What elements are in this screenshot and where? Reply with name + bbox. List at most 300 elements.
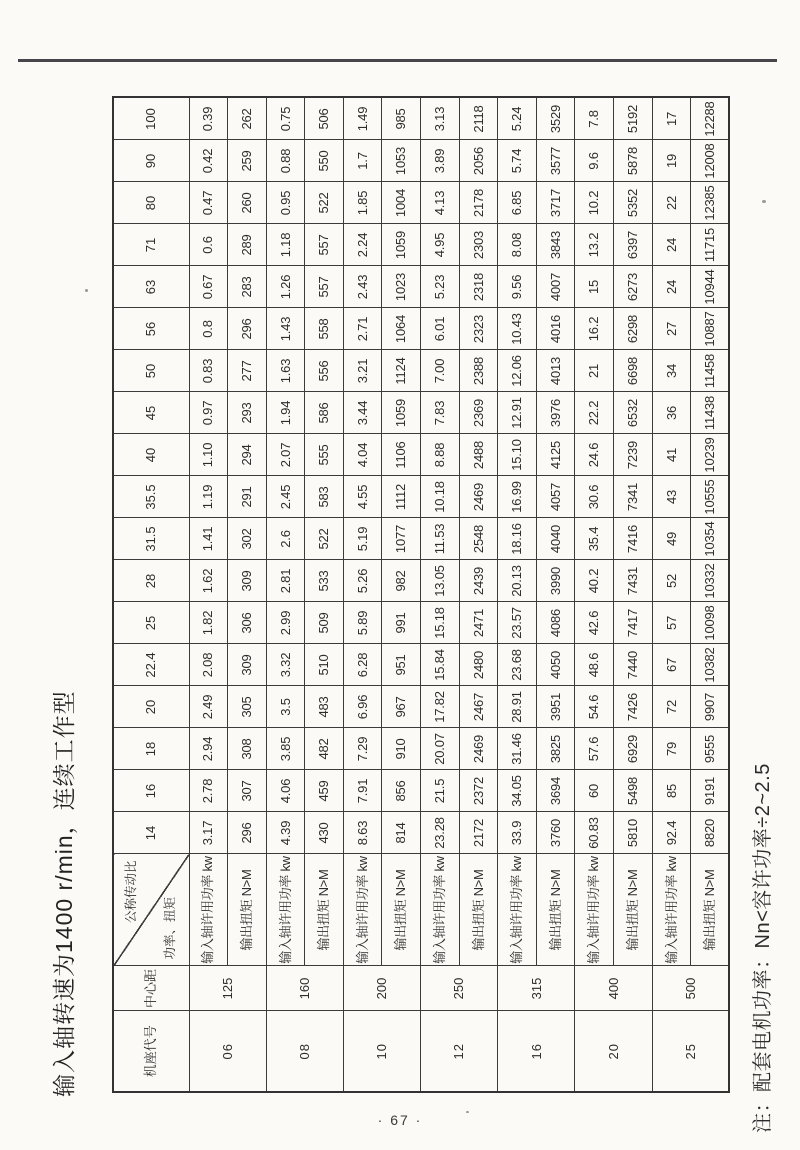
power-value-cell: 4.06 — [266, 770, 305, 812]
table-header-row — [113, 98, 189, 1093]
torque-value-cell: 6532 — [614, 392, 653, 434]
ratio-header-22.4: 22.4 — [113, 644, 189, 686]
power-value-cell: 0.97 — [189, 392, 228, 434]
ratio-header-16: 16 — [113, 770, 189, 812]
power-value-cell: 24 — [652, 266, 691, 308]
power-value-cell: 3.5 — [266, 686, 305, 728]
ratio-header-25: 25 — [113, 602, 189, 644]
torque-row-label: 输出扭矩 N>M — [382, 854, 421, 966]
torque-value-cell: 6298 — [614, 308, 653, 350]
power-value-cell: 0.8 — [189, 308, 228, 350]
power-value-cell: 5.24 — [498, 98, 537, 141]
power-value-cell: 1.26 — [266, 266, 305, 308]
power-value-cell: 17.82 — [421, 686, 460, 728]
group-06-power-row — [189, 98, 228, 1093]
power-value-cell: 2.99 — [266, 602, 305, 644]
power-value-cell: 2.81 — [266, 560, 305, 602]
ratio-header-100: 100 — [113, 98, 189, 141]
torque-value-cell: 482 — [305, 728, 344, 770]
torque-value-cell: 6698 — [614, 350, 653, 392]
power-value-cell: 0.39 — [189, 98, 228, 141]
power-value-cell: 2.71 — [343, 308, 382, 350]
power-value-cell: 2.49 — [189, 686, 228, 728]
power-value-cell: 2.94 — [189, 728, 228, 770]
power-value-cell: 2.45 — [266, 476, 305, 518]
torque-value-cell: 510 — [305, 644, 344, 686]
power-value-cell: 57.6 — [575, 728, 614, 770]
torque-value-cell: 2471 — [459, 602, 498, 644]
power-value-cell: 6.28 — [343, 644, 382, 686]
power-value-cell: 23.28 — [421, 812, 460, 854]
ratio-header-63: 63 — [113, 266, 189, 308]
torque-value-cell: 309 — [228, 560, 267, 602]
power-value-cell: 43 — [652, 476, 691, 518]
torque-value-cell: 12385 — [691, 182, 730, 224]
group-16-torque-row — [536, 98, 575, 1093]
power-value-cell: 21 — [575, 350, 614, 392]
torque-value-cell: 12288 — [691, 98, 730, 141]
ratio-header-40: 40 — [113, 434, 189, 476]
torque-value-cell: 3951 — [536, 686, 575, 728]
power-value-cell: 4.39 — [266, 812, 305, 854]
group-10-torque-row — [382, 98, 421, 1093]
torque-value-cell: 2372 — [459, 770, 498, 812]
torque-value-cell: 4013 — [536, 350, 575, 392]
spec-table — [112, 97, 730, 1094]
torque-value-cell: 5878 — [614, 140, 653, 182]
torque-value-cell: 306 — [228, 602, 267, 644]
power-value-cell: 34.05 — [498, 770, 537, 812]
center-distance-cell: 125 — [189, 966, 266, 1011]
torque-value-cell: 522 — [305, 518, 344, 560]
torque-value-cell: 985 — [382, 98, 421, 141]
scan-speck — [762, 200, 766, 203]
power-row-label: 输入轴许用功率 kw — [343, 854, 382, 966]
power-value-cell: 0.83 — [189, 350, 228, 392]
power-value-cell: 3.85 — [266, 728, 305, 770]
torque-value-cell: 550 — [305, 140, 344, 182]
torque-value-cell: 3529 — [536, 98, 575, 141]
power-value-cell: 18.16 — [498, 518, 537, 560]
power-value-cell: 6.85 — [498, 182, 537, 224]
torque-value-cell: 1023 — [382, 266, 421, 308]
torque-value-cell: 2439 — [459, 560, 498, 602]
torque-value-cell: 307 — [228, 770, 267, 812]
torque-value-cell: 7417 — [614, 602, 653, 644]
group-25-torque-row — [691, 98, 730, 1093]
power-value-cell: 6.96 — [343, 686, 382, 728]
torque-value-cell: 556 — [305, 350, 344, 392]
torque-value-cell: 5352 — [614, 182, 653, 224]
torque-value-cell: 4050 — [536, 644, 575, 686]
power-value-cell: 40.2 — [575, 560, 614, 602]
page-number: · 67 · — [377, 1112, 423, 1128]
ratio-header-50: 50 — [113, 350, 189, 392]
torque-value-cell: 1124 — [382, 350, 421, 392]
power-value-cell: 33.9 — [498, 812, 537, 854]
power-value-cell: 7.29 — [343, 728, 382, 770]
power-row-label: 输入轴许用功率 kw — [189, 854, 228, 966]
center-distance-cell: 160 — [266, 966, 343, 1011]
power-value-cell: 10.18 — [421, 476, 460, 518]
torque-value-cell: 6929 — [614, 728, 653, 770]
torque-value-cell: 2056 — [459, 140, 498, 182]
frame-code-cell: 06 — [189, 1011, 266, 1092]
torque-value-cell: 3976 — [536, 392, 575, 434]
frame-code-cell: 10 — [343, 1011, 420, 1092]
torque-value-cell: 5810 — [614, 812, 653, 854]
torque-value-cell: 2172 — [459, 812, 498, 854]
center-distance-cell: 500 — [652, 966, 729, 1011]
power-value-cell: 23.68 — [498, 644, 537, 686]
torque-value-cell: 1064 — [382, 308, 421, 350]
center-distance-cell: 315 — [498, 966, 575, 1011]
power-value-cell: 13.2 — [575, 224, 614, 266]
power-value-cell: 6.01 — [421, 308, 460, 350]
torque-value-cell: 7416 — [614, 518, 653, 560]
power-value-cell: 42.6 — [575, 602, 614, 644]
power-value-cell: 2.78 — [189, 770, 228, 812]
power-value-cell: 12.91 — [498, 392, 537, 434]
power-value-cell: 9.6 — [575, 140, 614, 182]
torque-value-cell: 10382 — [691, 644, 730, 686]
torque-value-cell: 967 — [382, 686, 421, 728]
torque-value-cell: 2469 — [459, 728, 498, 770]
power-value-cell: 1.19 — [189, 476, 228, 518]
power-value-cell: 3.17 — [189, 812, 228, 854]
torque-value-cell: 3694 — [536, 770, 575, 812]
power-row-label: 输入轴许用功率 kw — [498, 854, 537, 966]
power-value-cell: 19 — [652, 140, 691, 182]
ratio-header-56: 56 — [113, 308, 189, 350]
power-value-cell: 5.74 — [498, 140, 537, 182]
torque-value-cell: 7341 — [614, 476, 653, 518]
torque-value-cell: 814 — [382, 812, 421, 854]
torque-value-cell: 262 — [228, 98, 267, 141]
power-value-cell: 31.46 — [498, 728, 537, 770]
power-value-cell: 1.62 — [189, 560, 228, 602]
torque-value-cell: 459 — [305, 770, 344, 812]
power-value-cell: 23.57 — [498, 602, 537, 644]
power-value-cell: 7.8 — [575, 98, 614, 141]
torque-value-cell: 289 — [228, 224, 267, 266]
torque-value-cell: 309 — [228, 644, 267, 686]
torque-value-cell: 10887 — [691, 308, 730, 350]
power-value-cell: 4.95 — [421, 224, 460, 266]
torque-value-cell: 430 — [305, 812, 344, 854]
torque-value-cell: 302 — [228, 518, 267, 560]
ratio-header-31.5: 31.5 — [113, 518, 189, 560]
power-value-cell: 54.6 — [575, 686, 614, 728]
torque-row-label: 输出扭矩 N>M — [459, 854, 498, 966]
torque-value-cell: 509 — [305, 602, 344, 644]
torque-value-cell: 259 — [228, 140, 267, 182]
torque-value-cell: 10098 — [691, 602, 730, 644]
power-value-cell: 13.05 — [421, 560, 460, 602]
power-value-cell: 3.32 — [266, 644, 305, 686]
power-value-cell: 48.6 — [575, 644, 614, 686]
power-value-cell: 15.84 — [421, 644, 460, 686]
power-value-cell: 0.47 — [189, 182, 228, 224]
scan-speck — [85, 289, 88, 292]
power-value-cell: 5.19 — [343, 518, 382, 560]
torque-value-cell: 3760 — [536, 812, 575, 854]
power-value-cell: 1.63 — [266, 350, 305, 392]
power-value-cell: 0.67 — [189, 266, 228, 308]
torque-row-label: 输出扭矩 N>M — [614, 854, 653, 966]
torque-value-cell: 296 — [228, 812, 267, 854]
torque-value-cell: 3825 — [536, 728, 575, 770]
power-value-cell: 2.08 — [189, 644, 228, 686]
group-10-power-row — [343, 98, 382, 1093]
torque-value-cell: 305 — [228, 686, 267, 728]
power-value-cell: 35.4 — [575, 518, 614, 560]
power-value-cell: 49 — [652, 518, 691, 560]
power-value-cell: 0.95 — [266, 182, 305, 224]
torque-row-label: 输出扭矩 N>M — [305, 854, 344, 966]
power-value-cell: 2.07 — [266, 434, 305, 476]
torque-value-cell: 2469 — [459, 476, 498, 518]
power-value-cell: 34 — [652, 350, 691, 392]
torque-value-cell: 856 — [382, 770, 421, 812]
power-value-cell: 1.49 — [343, 98, 382, 141]
power-value-cell: 1.18 — [266, 224, 305, 266]
power-row-label: 输入轴许用功率 kw — [575, 854, 614, 966]
torque-value-cell: 4057 — [536, 476, 575, 518]
torque-value-cell: 522 — [305, 182, 344, 224]
power-value-cell: 0.42 — [189, 140, 228, 182]
torque-value-cell: 2388 — [459, 350, 498, 392]
group-16-power-row — [498, 98, 537, 1093]
torque-value-cell: 586 — [305, 392, 344, 434]
torque-value-cell: 557 — [305, 224, 344, 266]
torque-value-cell: 7239 — [614, 434, 653, 476]
header-ratio-label: 公称传动比 — [124, 860, 138, 924]
ratio-header-45: 45 — [113, 392, 189, 434]
power-row-label: 输入轴许用功率 kw — [421, 854, 460, 966]
torque-value-cell: 5192 — [614, 98, 653, 141]
group-20-torque-row — [614, 98, 653, 1093]
power-value-cell: 3.21 — [343, 350, 382, 392]
torque-value-cell: 982 — [382, 560, 421, 602]
torque-value-cell: 910 — [382, 728, 421, 770]
torque-value-cell: 6397 — [614, 224, 653, 266]
ratio-header-18: 18 — [113, 728, 189, 770]
torque-value-cell: 2318 — [459, 266, 498, 308]
ratio-header-35.5: 35.5 — [113, 476, 189, 518]
ratio-header-90: 90 — [113, 140, 189, 182]
torque-value-cell: 4007 — [536, 266, 575, 308]
power-value-cell: 1.94 — [266, 392, 305, 434]
torque-value-cell: 1112 — [382, 476, 421, 518]
frame-code-cell: 20 — [575, 1011, 652, 1092]
footnote: 注：配套电机功率：Nn<容许功率÷2~2.5 — [752, 763, 774, 1133]
power-value-cell: 4.13 — [421, 182, 460, 224]
center-distance-cell: 400 — [575, 966, 652, 1011]
torque-value-cell: 951 — [382, 644, 421, 686]
torque-value-cell: 10555 — [691, 476, 730, 518]
power-value-cell: 79 — [652, 728, 691, 770]
torque-value-cell: 308 — [228, 728, 267, 770]
torque-value-cell: 9555 — [691, 728, 730, 770]
torque-value-cell: 12008 — [691, 140, 730, 182]
power-value-cell: 15.18 — [421, 602, 460, 644]
group-12-power-row — [421, 98, 460, 1093]
torque-value-cell: 4016 — [536, 308, 575, 350]
power-value-cell: 3.89 — [421, 140, 460, 182]
torque-value-cell: 7431 — [614, 560, 653, 602]
power-value-cell: 5.26 — [343, 560, 382, 602]
torque-value-cell: 583 — [305, 476, 344, 518]
header-diagonal-cell — [113, 854, 189, 966]
power-value-cell: 57 — [652, 602, 691, 644]
power-value-cell: 5.23 — [421, 266, 460, 308]
power-value-cell: 15.10 — [498, 434, 537, 476]
power-value-cell: 22 — [652, 182, 691, 224]
power-value-cell: 1.85 — [343, 182, 382, 224]
torque-row-label: 输出扭矩 N>M — [691, 854, 730, 966]
power-value-cell: 24.6 — [575, 434, 614, 476]
header-center-distance: 中心距 — [113, 966, 189, 1011]
power-value-cell: 20.07 — [421, 728, 460, 770]
power-value-cell: 2.6 — [266, 518, 305, 560]
torque-value-cell: 293 — [228, 392, 267, 434]
power-value-cell: 1.82 — [189, 602, 228, 644]
torque-value-cell: 1053 — [382, 140, 421, 182]
group-06-torque-row — [228, 98, 267, 1093]
power-value-cell: 21.5 — [421, 770, 460, 812]
ratio-header-71: 71 — [113, 224, 189, 266]
power-value-cell: 60.83 — [575, 812, 614, 854]
header-frame-code: 机座代号 — [113, 1011, 189, 1092]
power-value-cell: 10.43 — [498, 308, 537, 350]
torque-value-cell: 2178 — [459, 182, 498, 224]
header-power-torque-label: 功率、扭矩 — [163, 896, 178, 960]
torque-value-cell: 2303 — [459, 224, 498, 266]
power-value-cell: 36 — [652, 392, 691, 434]
torque-value-cell: 3990 — [536, 560, 575, 602]
torque-value-cell: 4040 — [536, 518, 575, 560]
power-value-cell: 0.88 — [266, 140, 305, 182]
torque-value-cell: 2118 — [459, 98, 498, 141]
power-value-cell: 8.08 — [498, 224, 537, 266]
frame-code-cell: 25 — [652, 1011, 729, 1092]
torque-value-cell: 260 — [228, 182, 267, 224]
torque-value-cell: 2480 — [459, 644, 498, 686]
power-value-cell: 11.53 — [421, 518, 460, 560]
torque-row-label: 输出扭矩 N>M — [536, 854, 575, 966]
power-value-cell: 2.43 — [343, 266, 382, 308]
torque-value-cell: 9191 — [691, 770, 730, 812]
power-value-cell: 30.6 — [575, 476, 614, 518]
power-value-cell: 3.44 — [343, 392, 382, 434]
power-value-cell: 4.04 — [343, 434, 382, 476]
torque-value-cell: 1059 — [382, 224, 421, 266]
torque-value-cell: 10944 — [691, 266, 730, 308]
torque-value-cell: 10239 — [691, 434, 730, 476]
power-value-cell: 0.6 — [189, 224, 228, 266]
torque-value-cell: 3577 — [536, 140, 575, 182]
power-row-label: 输入轴许用功率 kw — [652, 854, 691, 966]
torque-value-cell: 3717 — [536, 182, 575, 224]
torque-value-cell: 2548 — [459, 518, 498, 560]
torque-value-cell: 557 — [305, 266, 344, 308]
power-value-cell: 1.43 — [266, 308, 305, 350]
frame-code-cell: 12 — [421, 1011, 498, 1092]
power-value-cell: 0.75 — [266, 98, 305, 141]
torque-value-cell: 277 — [228, 350, 267, 392]
power-value-cell: 85 — [652, 770, 691, 812]
power-value-cell: 7.83 — [421, 392, 460, 434]
torque-value-cell: 1059 — [382, 392, 421, 434]
power-value-cell: 2.24 — [343, 224, 382, 266]
power-value-cell: 67 — [652, 644, 691, 686]
power-value-cell: 92.4 — [652, 812, 691, 854]
torque-value-cell: 1077 — [382, 518, 421, 560]
torque-value-cell: 2323 — [459, 308, 498, 350]
group-20-power-row — [575, 98, 614, 1093]
torque-value-cell: 483 — [305, 686, 344, 728]
center-distance-cell: 200 — [343, 966, 420, 1011]
power-value-cell: 16.2 — [575, 308, 614, 350]
power-value-cell: 22.2 — [575, 392, 614, 434]
power-value-cell: 72 — [652, 686, 691, 728]
torque-value-cell: 2467 — [459, 686, 498, 728]
power-value-cell: 1.41 — [189, 518, 228, 560]
frame-code-cell: 08 — [266, 1011, 343, 1092]
ratio-header-20: 20 — [113, 686, 189, 728]
torque-value-cell: 11715 — [691, 224, 730, 266]
torque-row-label: 输出扭矩 N>M — [228, 854, 267, 966]
torque-value-cell: 6273 — [614, 266, 653, 308]
ratio-header-14: 14 — [113, 812, 189, 854]
torque-value-cell: 991 — [382, 602, 421, 644]
power-value-cell: 8.88 — [421, 434, 460, 476]
power-value-cell: 52 — [652, 560, 691, 602]
torque-value-cell: 11458 — [691, 350, 730, 392]
torque-value-cell: 558 — [305, 308, 344, 350]
page-title: 输入轴转速为1400 r/min，连续工作型 — [51, 690, 77, 1097]
torque-value-cell: 506 — [305, 98, 344, 141]
group-08-torque-row — [305, 98, 344, 1093]
power-value-cell: 7.91 — [343, 770, 382, 812]
power-value-cell: 16.99 — [498, 476, 537, 518]
torque-value-cell: 7426 — [614, 686, 653, 728]
power-value-cell: 7.00 — [421, 350, 460, 392]
power-value-cell: 12.06 — [498, 350, 537, 392]
torque-value-cell: 296 — [228, 308, 267, 350]
power-value-cell: 41 — [652, 434, 691, 476]
torque-value-cell: 283 — [228, 266, 267, 308]
power-value-cell: 17 — [652, 98, 691, 141]
power-value-cell: 9.56 — [498, 266, 537, 308]
power-value-cell: 27 — [652, 308, 691, 350]
torque-value-cell: 3843 — [536, 224, 575, 266]
group-08-power-row — [266, 98, 305, 1093]
torque-value-cell: 8820 — [691, 812, 730, 854]
torque-value-cell: 555 — [305, 434, 344, 476]
power-value-cell: 5.89 — [343, 602, 382, 644]
power-value-cell: 8.63 — [343, 812, 382, 854]
power-value-cell: 1.7 — [343, 140, 382, 182]
power-value-cell: 28.91 — [498, 686, 537, 728]
power-value-cell: 1.10 — [189, 434, 228, 476]
power-value-cell: 20.13 — [498, 560, 537, 602]
group-25-power-row — [652, 98, 691, 1093]
power-value-cell: 24 — [652, 224, 691, 266]
ratio-header-28: 28 — [113, 560, 189, 602]
scan-speck — [466, 1111, 469, 1113]
